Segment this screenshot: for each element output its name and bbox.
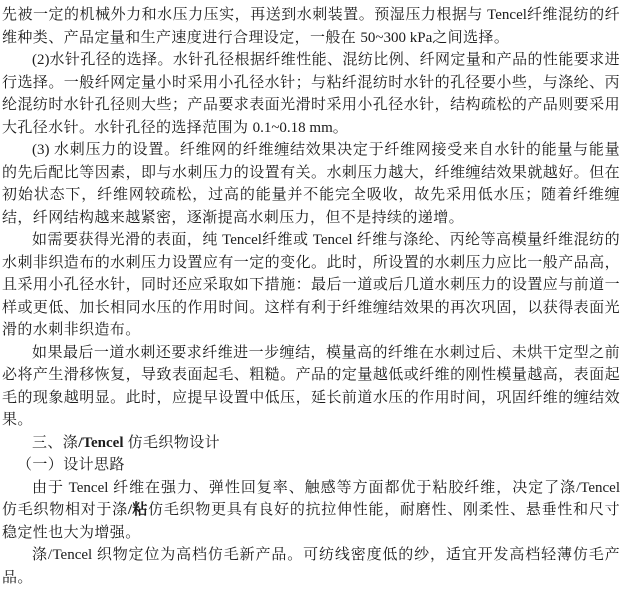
text-run: (3) (32, 142, 50, 158)
para-smooth-surface (2, 229, 620, 342)
text-run: （一）设计思路 (17, 457, 125, 473)
text-run: (2) (32, 52, 50, 68)
text-run: 纤维或 (261, 232, 313, 248)
para-jet-pressure-setting (2, 139, 620, 229)
text-run: 50~300 kPa (360, 29, 433, 46)
text-run: 如需要获得光滑的表面，纯 (32, 232, 223, 248)
text-run: 三、涤 (32, 434, 79, 451)
text-run: Tencel (487, 7, 527, 23)
text-run: /Tencel (78, 434, 124, 451)
heading-design-approach (2, 454, 620, 477)
text-run: 0.1~0.18 mm (252, 119, 333, 136)
text-run: Tencel (312, 232, 353, 248)
text-run: 纤维在强力、弹性回复率、触感等方面都优于粘胶纤维，决定了涤 (108, 479, 577, 496)
text-run: 涤/ (32, 547, 53, 563)
text-run: 水针孔径的选择。水针孔径根据纤维性能、混纺比例、纤网定量和产品的性能要求进行选择。一般纤网定量小时采用小孔径水针；与粘纤混纺时水针的孔径要小些，与涤纶、丙纶混纺时水针孔径则大些；产品要求表面光滑时采用小孔径水针，结构疏松的产品则要采用大孔径水针。水针孔径的选择范围为 (2, 52, 620, 136)
text-run: 水刺压力的设置。纤维网的纤维缠结效果决定于纤维网接受来自水针的能量与能量的先后配比等因素，即与水刺压力的设置有关。水刺压力越大，纤维缠结效果就越好。但在初始状态下，纤维网较疏松，过高的能量并不能完全吸收，故先采用低水压；随着纤维缠结，纤网结构越来越紧密，逐渐提高水刺压力，但不是持续的递增。 (2, 142, 620, 226)
text-run: 由于 (32, 479, 69, 496)
text-run: 织物定位为高档仿毛新产品。可纺线密度低的纱，适宜开发高档轻薄仿毛产品。 (2, 547, 620, 586)
text-run: /Tencel (576, 479, 620, 496)
text-run: Tencel (68, 479, 109, 496)
para-product-positioning (2, 544, 620, 589)
text-run: Tencel (222, 232, 262, 248)
text-run: 纤维混纺的纤维种类、产品定量和生产速度进行合理设定，一般在 (2, 7, 620, 46)
document-body (2, 4, 620, 589)
text-run: 仿毛织物相对于涤 (2, 502, 128, 518)
text-run: 仿毛织物更具有良好的抗拉伸性能，耐磨性、刚柔性、悬垂性和尺寸稳定性也大为增强。 (2, 502, 620, 541)
text-run: Tencel (52, 547, 93, 563)
heading-section-three (2, 432, 620, 455)
text-run: 纤维与涤纶、丙纶等高模量纤维混纺的水刺非织造布的水刺压力设置应有一定的变化。此时，所设置的水刺压力应比一般产品高，且采用小孔径水针，同时还应采取如下措施：最后一道或后几道水刺压力的设置应与前道一样或更低、加长相同水压的作用时间。这样有利于纤维缠结效果的再次巩固，以获得表面光滑的水刺非织造布。 (2, 232, 621, 338)
para-prewetting-continuation (2, 4, 620, 49)
text-run: 如果最后一道水刺还要求纤维进一步缠结，模量高的纤维在水刺过后、未烘干定型之前必将产生滑移恢复，导致表面起毛、粗糙。产品的定量越低或纤维的刚性模量越高，表面起毛的现象越明显。此时，应提早设置中低压，延长前道水压的作用时间，巩固纤维的缠结效果。 (2, 344, 620, 428)
text-run: 仿毛织物设计 (123, 434, 221, 451)
text-run: / (127, 502, 133, 518)
text-run: 之间选择。 (432, 29, 510, 46)
text-run: 先被一定的机械外力和水压力压实，再送到水刺装置。预湿压力根据与 (2, 7, 488, 23)
para-needle-hole-diameter (2, 49, 620, 139)
text-run: 。 (332, 119, 349, 136)
text-run: 粘 (132, 502, 149, 518)
para-design-rationale (2, 477, 620, 545)
para-further-entanglement (2, 342, 620, 432)
